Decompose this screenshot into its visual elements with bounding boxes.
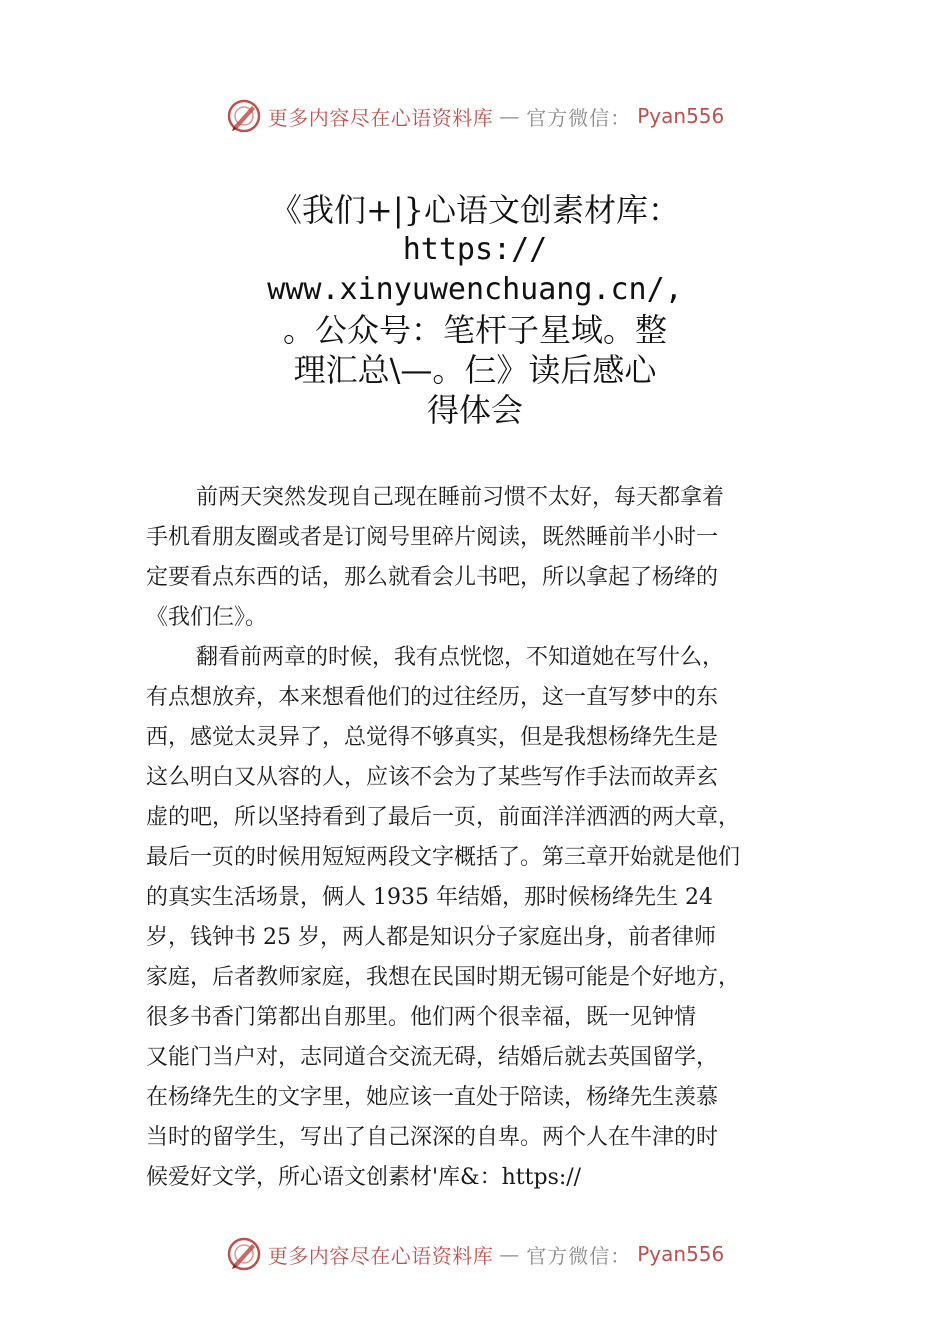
banner-main-text: 更多内容尽在心语资料库 bbox=[267, 1243, 494, 1268]
footer-banner bbox=[0, 1234, 950, 1274]
banner-dash: — bbox=[499, 1242, 521, 1266]
body-line: 前两天突然发现自己现在睡前习惯不太好，每天都拿着 bbox=[196, 485, 725, 510]
title-line: www.xinyuwenchuang.cn/, bbox=[267, 272, 683, 307]
body-line: 当时的留学生，写出了自己深深的自卑。两个人在牛津的时 bbox=[146, 1125, 719, 1150]
title-line: https:// bbox=[402, 232, 548, 267]
document-title bbox=[150, 190, 800, 430]
body-line: 很多书香门第都出自那里。他们两个很幸福，既一见钟情 bbox=[146, 1005, 697, 1030]
body-line: 有点想放弃，本来想看他们的过往经历，这一直写梦中的东 bbox=[146, 685, 719, 710]
title-line: 得体会 bbox=[426, 391, 523, 429]
body-line: 虚的吧，所以坚持看到了最后一页，前面洋洋洒洒的两大章， bbox=[146, 805, 741, 830]
body-line: 又能门当户对，志同道合交流无碍，结婚后就去英国留学， bbox=[146, 1045, 719, 1070]
body-line: 候爱好文学，所心语文创素材'库&：https:// bbox=[146, 1165, 582, 1190]
title-line: 。公众号：笔杆子星域。整 bbox=[282, 311, 667, 349]
banner-wechat-label: 官方微信： bbox=[526, 1243, 632, 1268]
body-line: 手机看朋友圈或者是订阅号里碎片阅读，既然睡前半小时一 bbox=[146, 525, 719, 550]
title-line: 《我们+|}心语文创素材库： bbox=[270, 191, 680, 229]
body-line: 这么明白又从容的人，应该不会为了某些写作手法而故弄玄 bbox=[146, 765, 719, 790]
body-line: 最后一页的时候用短短两段文字概括了。第三章开始就是他们 bbox=[146, 845, 741, 870]
pen-logo-icon bbox=[226, 1236, 262, 1272]
body-line: 在杨绛先生的文字里，她应该一直处于陪读，杨绛先生羡慕 bbox=[146, 1085, 719, 1110]
body-line: 的真实生活场景，俩人 1935 年结婚，那时候杨绛先生 24 bbox=[146, 885, 713, 910]
body-line: 西，感觉太灵异了，总觉得不够真实，但是我想杨绛先生是 bbox=[146, 725, 719, 750]
body-line: 岁，钱钟书 25 岁，两人都是知识分子家庭出身，前者律师 bbox=[146, 925, 716, 950]
banner-wechat-id: Pyan556 bbox=[637, 104, 725, 128]
title-line: 理汇总\—。仨》读后感心 bbox=[293, 351, 657, 389]
banner-wechat-label: 官方微信： bbox=[526, 105, 632, 130]
banner-main-text: 更多内容尽在心语资料库 bbox=[267, 105, 494, 130]
banner-dash: — bbox=[499, 104, 521, 128]
header-banner bbox=[0, 96, 950, 136]
body-line: 定要看点东西的话，那么就看会儿书吧，所以拿起了杨绛的 bbox=[146, 565, 719, 590]
body-line: 翻看前两章的时候，我有点恍惚，不知道她在写什么， bbox=[196, 645, 725, 670]
body-line: 《我们仨》。 bbox=[146, 605, 268, 630]
pen-logo-icon bbox=[226, 98, 262, 134]
body-line: 家庭，后者教师家庭，我想在民国时期无锡可能是个好地方， bbox=[146, 965, 741, 990]
banner-wechat-id: Pyan556 bbox=[637, 1242, 725, 1266]
document-body bbox=[146, 478, 826, 1198]
